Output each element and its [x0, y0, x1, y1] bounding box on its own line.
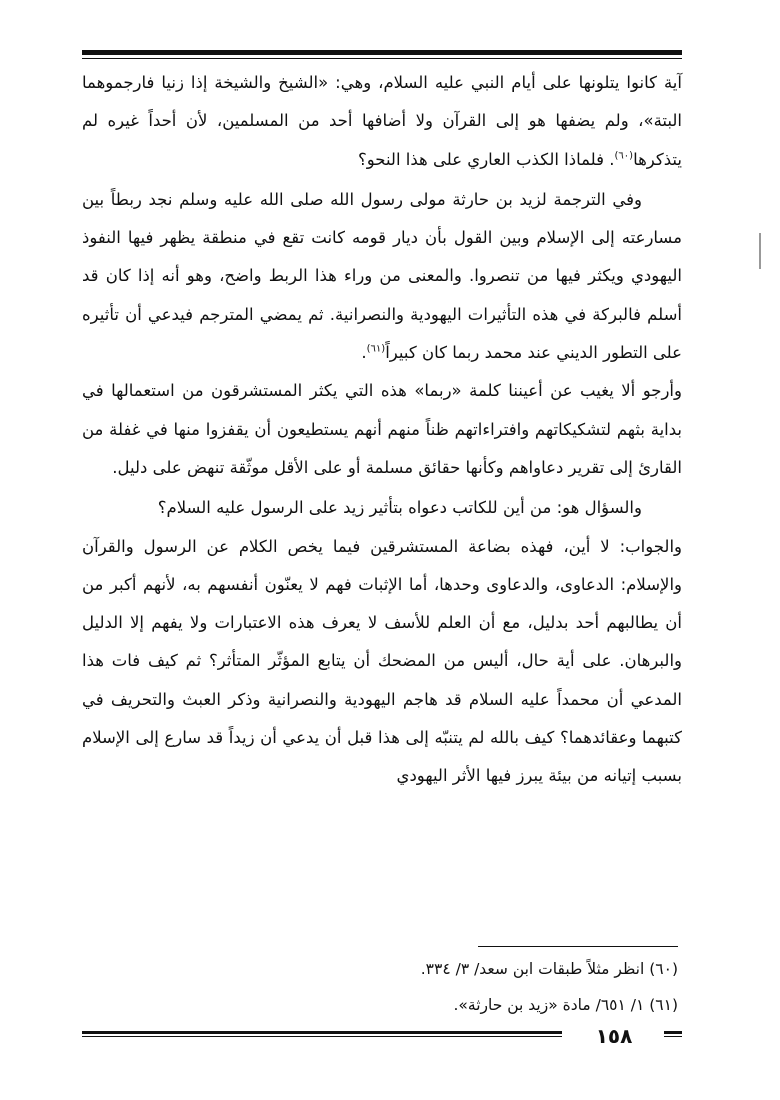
paragraph-text: آية كانوا يتلونها على أيام النبي عليه السلام، وهي: «الشيخ والشيخة إذا زنيا فارجموهما البتة»، ولم يضفها هو إلى القرآن ولا أضافها أحد من المسلمين، لأن أحداً غيره لم يتذكرها	[82, 73, 682, 169]
footnote-61: (٦١) ١/ ٦٥١/ مادة «زيد بن حارثة».	[453, 996, 678, 1014]
paragraph-2	[82, 181, 682, 372]
scan-edge-mark	[759, 233, 761, 269]
footnote-ref-61: (٦١)	[366, 343, 386, 355]
paragraph-4: والسؤال هو: من أين للكاتب دعواه بتأثير زيد على الرسول عليه السلام؟	[157, 498, 642, 518]
header-rule-thin	[82, 58, 682, 59]
page-number: ١٥٨	[595, 1024, 633, 1048]
paragraph-3: وأرجو ألا يغيب عن أعيننا كلمة «ربما» هذه التي يكثر المستشرقون من استعمالها في بداية بثهم لتشكيكاتهم وافتراءاتهم ظناً منهم أنهم يستطيعون أن يقفزوا منها في غفلة من القارئ إلى تقرير دعاواهم وكأنها حقائق مسلمة أو على الأقل موثّقة تنهض على دليل.	[82, 381, 682, 477]
paragraph-5: والجواب: لا أين، فهذه بضاعة المستشرقين فيما يخص الكلام عن الرسول والقرآن والإسلام: الدعاوى، والدعاوى وحدها، أما الإثبات فهم لا يعنّون أنفسهم به، لأنهم أكبر من أن يطالبهم أحد بدليل، مع أن العلم للأسف لا يعرف هذه الاعتبارات ولا يفهم إلا الدليل والبرهان. على أية حال، أليس من المضحك أن يتابع المؤثّر المتأثر؟ ثم كيف فات هذا المدعي أن محمداً عليه السلام قد هاجم اليهودية والنصرانية وذكر العبث والتحريف في كتبهما وعقائدهما؟ كيف بالله لم يتنبّه إلى هذا قبل أن يدعي أن زيداً قد سارع إلى الإسلام بسبب إتيانه من بيئة يبرز فيها الأثر اليهودي	[82, 536, 682, 786]
page-footer	[82, 1026, 682, 1050]
paragraph-text: .	[361, 343, 367, 363]
paragraph-1	[82, 64, 682, 179]
paragraph-text: . فلماذا الكذب العاري على هذا النحو؟	[358, 149, 615, 169]
header-rule-thick	[82, 50, 682, 55]
page-body	[82, 64, 682, 796]
footer-rule-left	[82, 1031, 562, 1037]
paragraph-text: وفي الترجمة لزيد بن حارثة مولى رسول الله صلى الله عليه وسلم نجد ربطاً بين مسارعته إلى الإسلام وبين القول بأن ديار قومه كانت تقع في منطقة يظهر فيها النفوذ اليهودي ويكثر فيها من تنصروا. والمعنى من وراء هذا الربط واضح، وهو أنه إذا كان قد أسلم فالبركة في هذه التأثيرات اليهودية والنصرانية. ثم يمضي المترجم فيدعي أن تأثيره على التطور الديني عند محمد ربما كان كبيراً	[82, 189, 682, 363]
footer-rule-right	[664, 1031, 682, 1037]
footnote-60: (٦٠) انظر مثلاً طبقات ابن سعد/ ٣/ ٣٣٤.	[420, 960, 678, 978]
footnotes	[82, 956, 678, 1028]
footnote-divider	[478, 946, 678, 947]
footnote-ref-60: (٦٠)	[614, 150, 634, 162]
